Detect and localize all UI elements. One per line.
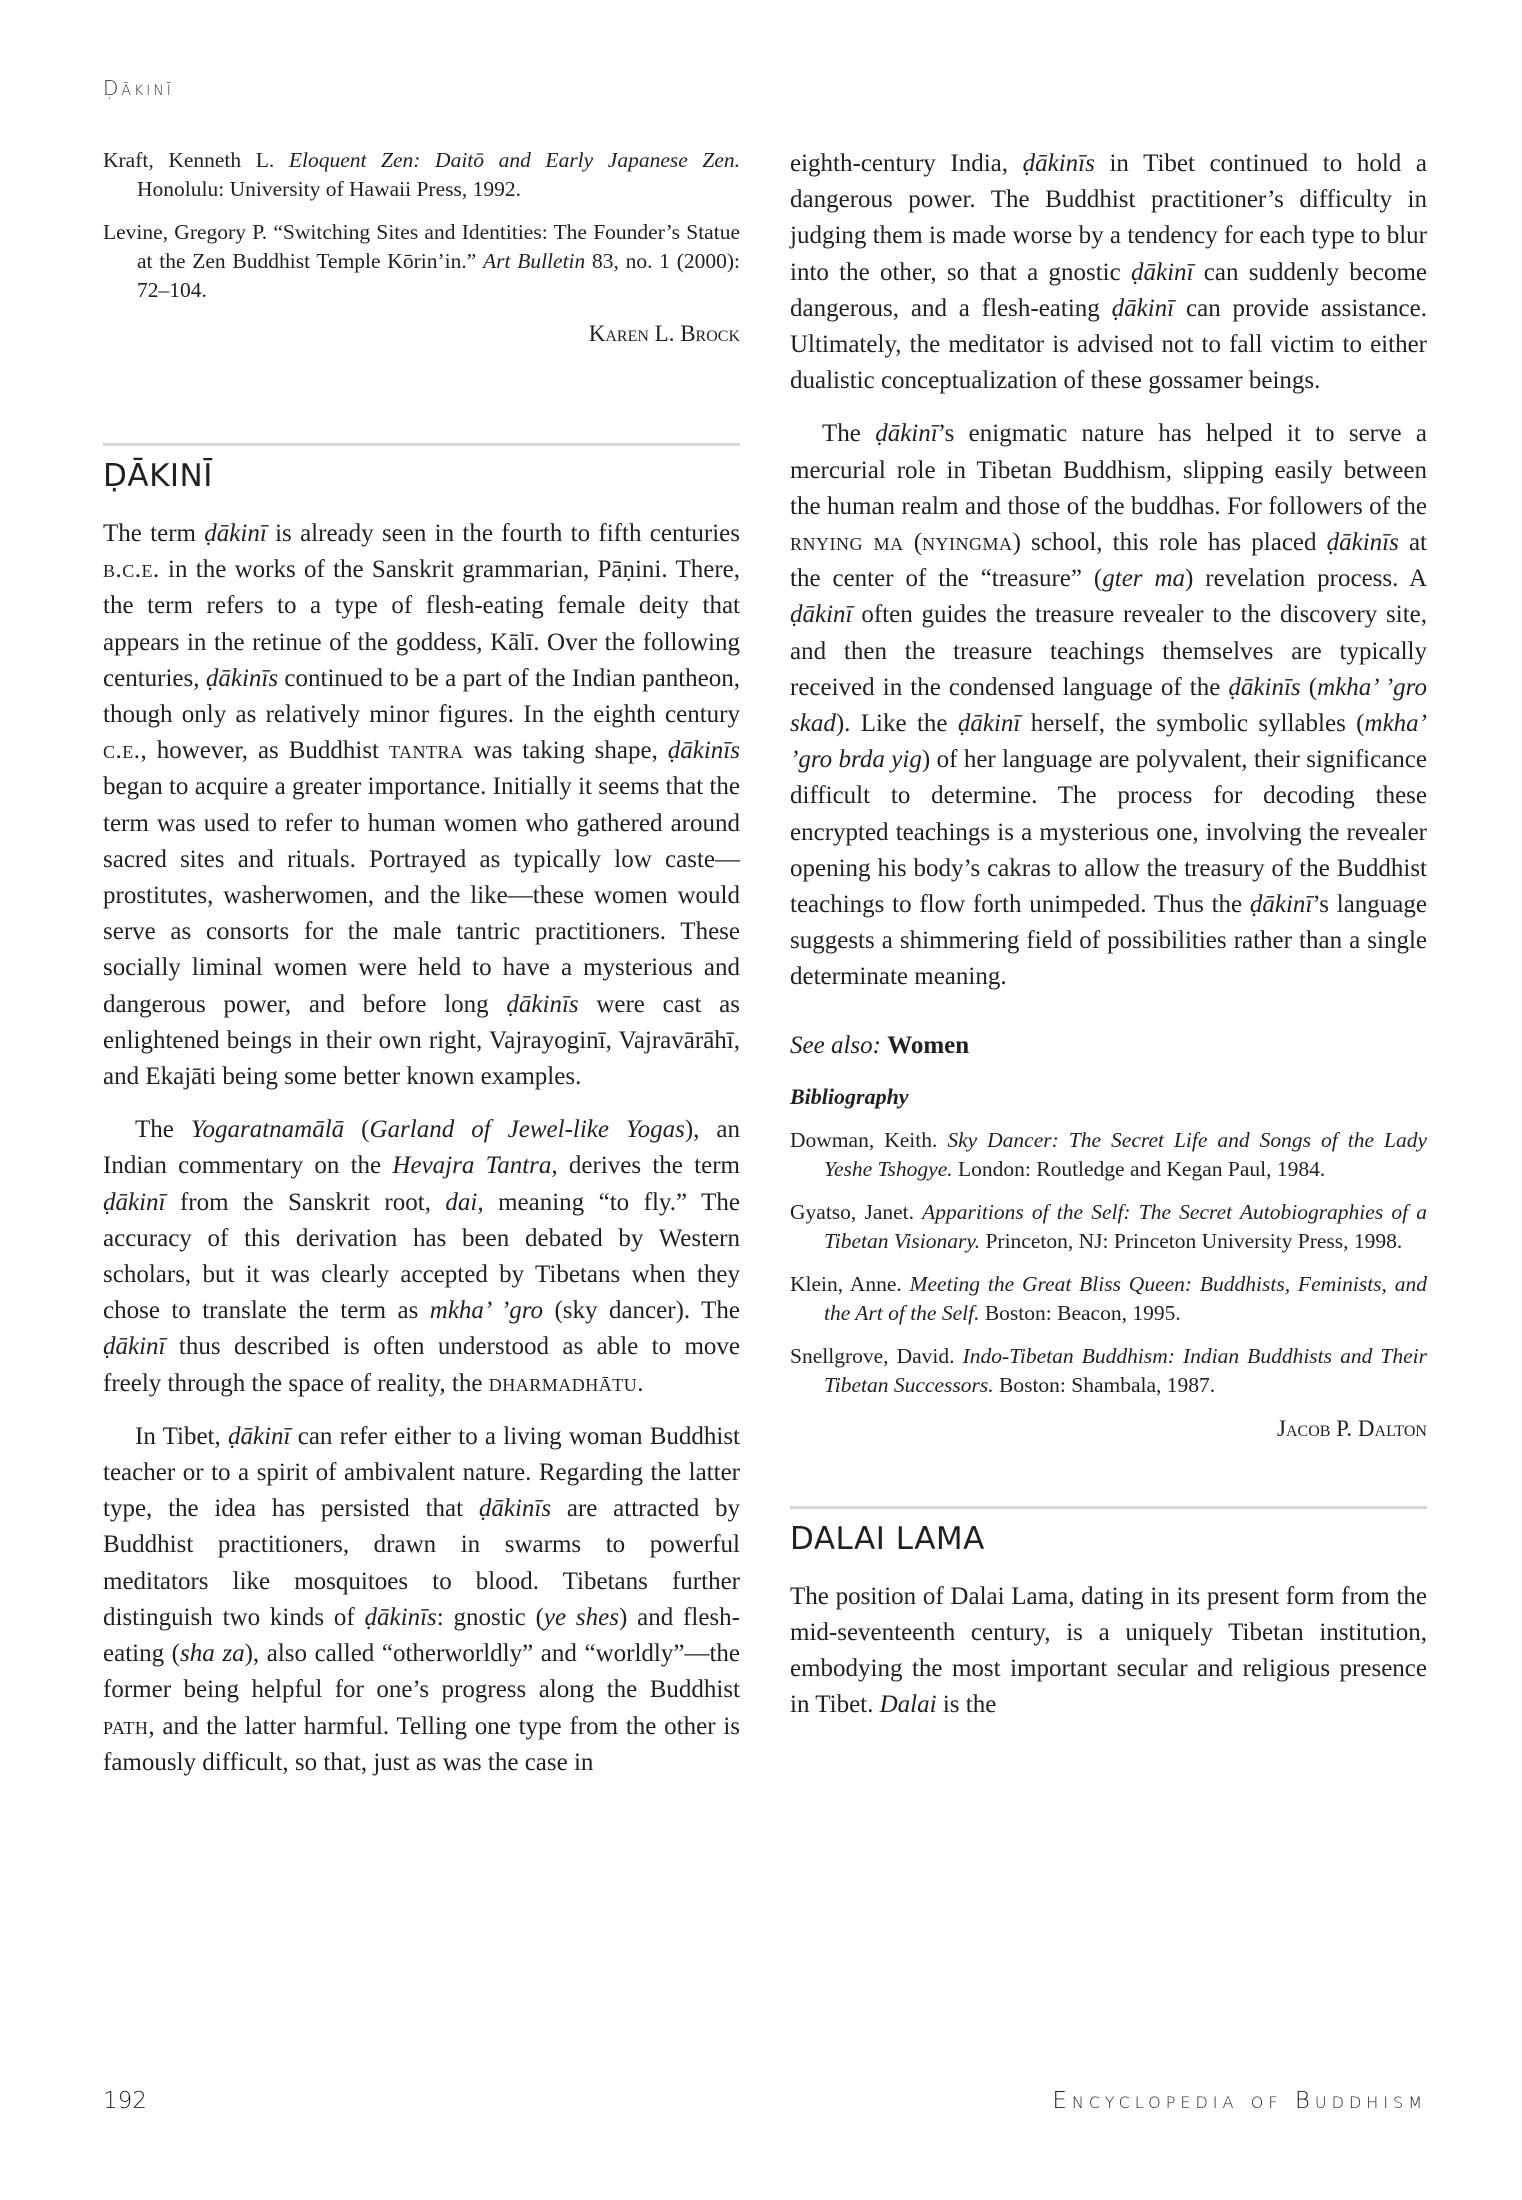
text: In Tibet, bbox=[135, 1422, 228, 1450]
text: is the bbox=[936, 1691, 997, 1719]
text: can suddenly become dangerous, and a flesh-eating bbox=[790, 258, 1427, 322]
text: The term bbox=[103, 520, 205, 547]
italic-text: ḍākinī bbox=[103, 1188, 166, 1216]
text: herself, the symbolic syllables ( bbox=[1020, 710, 1365, 738]
italic-text: Eloquent Zen: Daitō and Early Japanese Zen. bbox=[288, 148, 740, 172]
text: , however, as Buddhist bbox=[140, 737, 389, 765]
text: . bbox=[637, 1369, 644, 1397]
text: ’s language suggests a shimmering field of possibilities rather than a single determinate meaning. bbox=[790, 891, 1427, 991]
cross-reference: b.c.e. bbox=[103, 556, 160, 584]
left-column bbox=[103, 146, 740, 1798]
text: Gyatso, Janet. bbox=[790, 1199, 923, 1224]
bibliography-entry bbox=[790, 1342, 1427, 1400]
text: continued to be a part of the Indian pantheon, though only as relatively minor figures. In the eighth century bbox=[103, 664, 740, 729]
text: London: Routledge and Kegan Paul, 1984. bbox=[952, 1156, 1326, 1181]
italic-text: ḍākinī bbox=[1249, 891, 1313, 919]
cross-reference: dharmadhātu bbox=[488, 1369, 638, 1397]
bibliography-list bbox=[790, 1126, 1427, 1400]
text: from the Sanskrit root, bbox=[165, 1188, 446, 1216]
cross-reference: path bbox=[103, 1712, 149, 1740]
italic-text: Garland of Jewel-like Yogas bbox=[369, 1116, 685, 1144]
text: ( bbox=[903, 529, 923, 557]
text: ’s enigmatic nature has helped it to serve a mercurial role in Tibetan Buddhism, slipping easily between the human realm and those of the buddhas. For followers of the bbox=[790, 420, 1427, 520]
section-divider bbox=[790, 1506, 1427, 1509]
text: The bbox=[822, 420, 876, 448]
text: 83, no. 1 (2000): 72–104. bbox=[137, 249, 741, 302]
text: ) revelation process. A bbox=[1185, 565, 1427, 593]
see-also-link[interactable]: Women bbox=[887, 1031, 970, 1059]
italic-text: ḍākinīs bbox=[667, 737, 740, 765]
text: ). Like the bbox=[835, 710, 958, 738]
text: derives the term bbox=[557, 1152, 740, 1180]
italic-text: sha za bbox=[180, 1640, 245, 1668]
italic-text: ḍākinī bbox=[790, 601, 853, 629]
italic-text: ye shes bbox=[543, 1603, 619, 1631]
text: ) of her language are polyvalent, their significance difficult to determine. The process for decoding these encrypted teachings is a mysterious one, involving the revealer opening his body’s cakras to allow the treasury of the Buddhist teachings to flow forth unimpeded. Thus the bbox=[790, 746, 1427, 919]
text: can provide assistance. Ultimately, the meditator is advised not to fall victim to either dualistic conceptualization of these gossamer beings. bbox=[790, 294, 1427, 395]
italic-text: mkha’ ’gro bbox=[429, 1297, 544, 1325]
page-number: 192 bbox=[103, 2088, 147, 2114]
text: ), also called “otherworldly” and “worldly”—the former being helpful for one’s progress along the Buddhist bbox=[103, 1640, 740, 1704]
bibliography-entry bbox=[103, 146, 740, 204]
text: Honolulu: University of Hawaii Press, 1992. bbox=[137, 177, 521, 201]
entry-heading: DALAI LAMA bbox=[790, 1520, 985, 1557]
article-body bbox=[790, 1579, 1427, 1724]
text: ) and flesh-eating ( bbox=[103, 1603, 740, 1668]
italic-text: ḍākinī bbox=[875, 420, 938, 448]
cross-reference: c.e. bbox=[103, 737, 141, 765]
text: : gnostic ( bbox=[436, 1603, 544, 1631]
italic-text: ḍākinīs bbox=[205, 664, 279, 692]
article-body bbox=[103, 516, 740, 1781]
paragraph bbox=[103, 1112, 740, 1402]
bibliography-entry bbox=[790, 1270, 1427, 1328]
text: were cast as enlightened beings in their own right, Vajrayoginī, Vajravārāhī, and Ekajāti being some better known examples. bbox=[103, 990, 741, 1091]
italic-text: Dalai bbox=[879, 1691, 937, 1719]
text: ( bbox=[1300, 673, 1318, 701]
text: , and the latter harmful. Telling one type from the other is famously difficult, so that, just as was the case in bbox=[103, 1712, 740, 1776]
italic-text: ḍākinīs bbox=[478, 1495, 552, 1523]
text: Klein, Anne. bbox=[790, 1271, 910, 1296]
text: often guides the treasure revealer to the discovery site, and then the treasure teachings themselves are typically received in the condensed language of the bbox=[790, 601, 1427, 701]
italic-text: gter ma bbox=[1102, 565, 1186, 593]
italic-text: ḍākinī bbox=[1130, 258, 1194, 286]
text: ( bbox=[344, 1116, 370, 1144]
text: began to acquire a greater importance. Initially it seems that the term was used to refer to human women who gathered around sacred sites and rituals. Portrayed as typically low caste—prostitutes, washerwomen, and the like—these women would serve as consorts for the male tantric practitioners. These socially liminal women were held to have a mysterious and dangerous power, and before long bbox=[103, 773, 740, 1018]
paragraph bbox=[103, 1419, 740, 1781]
right-column bbox=[790, 146, 1427, 1740]
text: Dowman, Keith. bbox=[790, 1127, 948, 1152]
bibliography-entry bbox=[103, 218, 740, 305]
italic-text: ḍākinī bbox=[1111, 294, 1175, 322]
text: are attracted by Buddhist practitioners, drawn in swarms to powerful meditators like mosquitoes to blood. Tibetans further distinguish two kinds of bbox=[103, 1495, 740, 1631]
italic-text: mkha’ ’gro skad bbox=[790, 673, 1427, 738]
see-also bbox=[790, 1032, 1427, 1060]
text: eighth-century India, bbox=[790, 150, 1023, 177]
paragraph bbox=[103, 516, 740, 1095]
running-head: Ḍākinī bbox=[103, 76, 174, 100]
italic-text: ḍākinīs bbox=[364, 1603, 437, 1631]
italic-text: mkha’ ’gro brda yig bbox=[790, 710, 1427, 774]
article-body-continued bbox=[790, 146, 1427, 996]
italic-text: Indo-Tibetan Buddhism: Indian Buddhists and Their Tibetan Successors. bbox=[824, 1343, 1427, 1397]
text: (sky dancer). The bbox=[543, 1297, 740, 1325]
bibliography-entry bbox=[790, 1198, 1427, 1256]
paragraph bbox=[790, 416, 1427, 995]
paragraph bbox=[790, 1579, 1427, 1724]
italic-text: ḍākinī bbox=[957, 710, 1021, 738]
bibliography-heading: Bibliography bbox=[790, 1083, 909, 1109]
italic-text: ḍākinīs bbox=[1228, 673, 1301, 701]
italic-text: Yogaratnamālā bbox=[190, 1116, 345, 1144]
text: was taking shape, bbox=[463, 737, 668, 765]
italic-text: Meeting the Great Bliss Queen: Buddhists, Feminists, and the Art of the Self. bbox=[824, 1271, 1427, 1325]
book-title: Encyclopedia of Buddhism bbox=[1052, 2088, 1427, 2114]
text: in Tibet continued to hold a dangerous power. The Buddhist practitioner’s difficulty in judging them is made worse by a tendency for each type to blur into the other, so that a gnostic bbox=[790, 150, 1427, 286]
text: Kraft, Kenneth L. bbox=[103, 148, 289, 172]
cross-reference: nyingma bbox=[922, 529, 1013, 557]
see-also-label: See also: bbox=[790, 1031, 881, 1059]
italic-text: ḍākinīs bbox=[1022, 150, 1095, 177]
paragraph bbox=[790, 146, 1427, 399]
text: Princeton, NJ: Princeton University Press, 1998. bbox=[980, 1228, 1403, 1253]
author-signature: Karen L. Brock bbox=[588, 321, 740, 346]
cross-reference: tantra bbox=[388, 737, 464, 765]
author-signature: Jacob P. Dalton bbox=[1277, 1415, 1427, 1441]
bibliography-entry bbox=[790, 1126, 1427, 1184]
italic-text: ḍākinī bbox=[228, 1422, 291, 1450]
text: thus described is often understood as able to move freely through the space of reality, the bbox=[103, 1333, 740, 1397]
text: ) school, this role has placed bbox=[1012, 529, 1327, 557]
italic-text: ḍākinīs bbox=[1326, 529, 1399, 557]
italic-text: ḍākinīs bbox=[506, 990, 579, 1018]
text: at the center of the “treasure” ( bbox=[790, 529, 1427, 593]
italic-text: Apparitions of the Self: The Secret Autobiographies of a Tibetan Visionary. bbox=[824, 1199, 1427, 1253]
italic-text: ḍākinī bbox=[103, 1333, 166, 1361]
text: can refer either to a living woman Buddhist teacher or to a spirit of ambivalent nature. Regarding the latter type, the idea has persisted that bbox=[103, 1422, 740, 1523]
bibliography-list bbox=[103, 146, 740, 305]
italic-text: Hevajra Tantra, bbox=[392, 1152, 558, 1180]
entry-heading: ḌĀKINĪ bbox=[103, 458, 213, 494]
italic-text: dai, bbox=[445, 1188, 484, 1216]
text: in the works of the Sanskrit grammarian, Pāṇini. There, the term refers to a type of flesh-eating female deity that appears in the retinue of the goddess, Kālī. Over the following centuries, bbox=[103, 556, 740, 692]
italic-text: Art Bulletin bbox=[483, 249, 586, 273]
section-divider bbox=[103, 443, 740, 446]
text: meaning “to fly.” The accuracy of this derivation has been debated by Western scholars, but it was clearly accepted by Tibetans when they chose to translate the term as bbox=[103, 1188, 740, 1325]
text: Snellgrove, David. bbox=[790, 1343, 963, 1368]
text: The position of Dalai Lama, dating in its present form from the mid-seventeenth century, is a uniquely Tibetan institution, embodying the most important secular and religious presence in Tibet. bbox=[790, 1582, 1427, 1719]
italic-text: Sky Dancer: The Secret Life and Songs of the Lady Yeshe Tshogye. bbox=[824, 1127, 1427, 1181]
text: The bbox=[135, 1116, 191, 1144]
cross-reference: rnying ma bbox=[790, 529, 904, 557]
text: Levine, Gregory P. “Switching Sites and Identities: The Founder’s Statue at the Zen Buddhist Temple Kōrin’in.” bbox=[103, 220, 740, 273]
italic-text: ḍākinī bbox=[204, 520, 267, 547]
text: is already seen in the fourth to fifth centuries bbox=[266, 520, 740, 547]
text: Boston: Beacon, 1995. bbox=[979, 1300, 1181, 1325]
text: ), an Indian commentary on the bbox=[103, 1116, 740, 1180]
text: Boston: Shambala, 1987. bbox=[993, 1372, 1216, 1397]
